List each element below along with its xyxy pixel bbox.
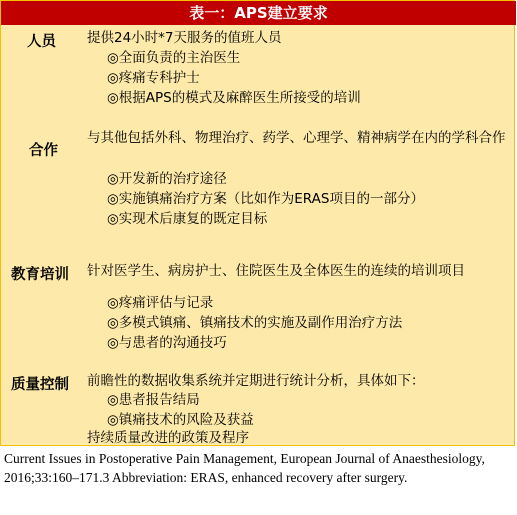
quality-bullet-2: ◎镇痛技术的风险及获益	[107, 412, 254, 428]
collaboration-bullet-3: ◎实现术后康复的既定目标	[107, 211, 268, 227]
category-quality-control: 质量控制	[11, 377, 69, 393]
category-collaboration: 合作	[29, 143, 58, 159]
source-caption: Current Issues in Postoperative Pain Management, European Journal of Anaesthesiology, 2016;33:160–171.3 Abbreviation: ERAS, enhanced recovery after surgery.	[4, 451, 485, 485]
staff-description: 提供24小时*7天服务的值班人员	[87, 30, 282, 46]
education-description: 针对医学生、病房护士、住院医生及全体医生的连续的培训项目	[87, 263, 465, 279]
staff-bullet-2: ◎疼痛专科护士	[107, 70, 200, 86]
category-staff: 人员	[27, 34, 56, 50]
staff-bullet-1: ◎全面负责的主治医生	[107, 50, 241, 66]
education-bullet-3: ◎与患者的沟通技巧	[107, 335, 227, 351]
education-bullet-1: ◎疼痛评估与记录	[107, 295, 214, 311]
quality-footer: 持续质量改进的政策及程序	[87, 430, 249, 446]
staff-bullet-3: ◎根据APS的模式及麻醉医生所接受的培训	[107, 90, 361, 106]
category-education: 教育培训	[11, 267, 69, 283]
collaboration-description: 与其他包括外科、物理治疗、药学、心理学、精神病学在内的学科合作	[87, 130, 506, 146]
quality-description: 前瞻性的数据收集系统并定期进行统计分析，具体如下：	[87, 373, 425, 389]
quality-bullet-1: ◎患者报告结局	[107, 392, 200, 408]
collaboration-bullet-1: ◎开发新的治疗途径	[107, 171, 227, 187]
table-title: 表一：APS建立要求	[1, 1, 516, 25]
collaboration-bullet-2: ◎实施镇痛治疗方案（比如作为ERAS项目的一部分）	[107, 191, 424, 207]
education-bullet-2: ◎多模式镇痛、镇痛技术的实施及副作用治疗方法	[107, 315, 403, 331]
